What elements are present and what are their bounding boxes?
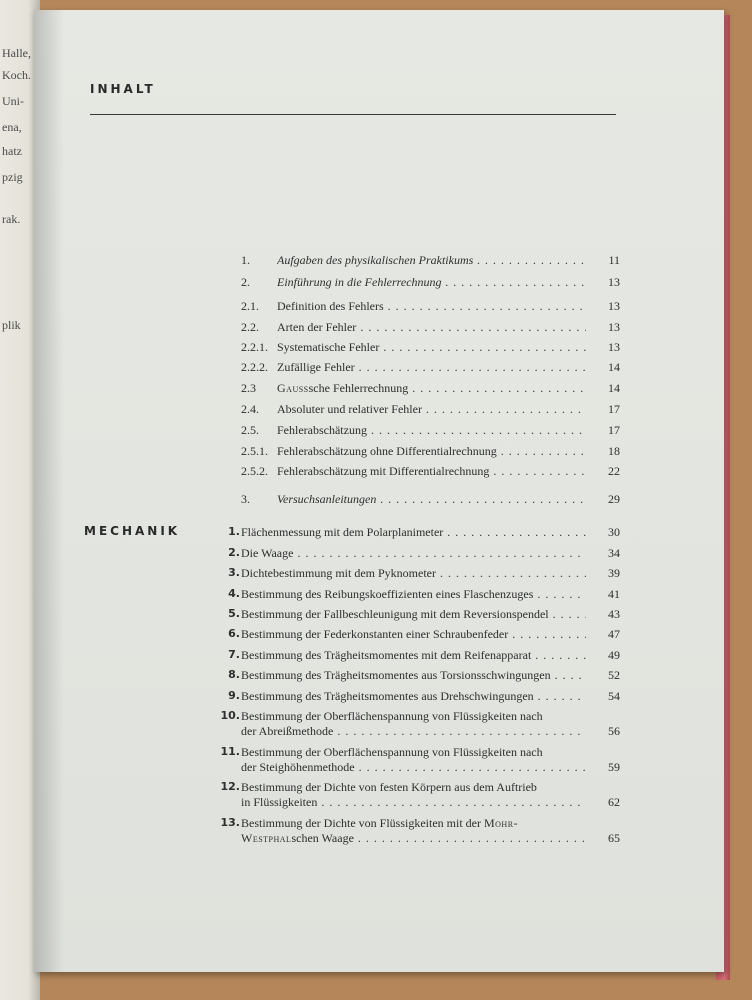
toc-entry-number: 4.	[228, 587, 240, 600]
left-page-fragment: ena,	[2, 120, 22, 134]
toc-entry-number: 2.4.	[241, 402, 259, 416]
toc-entry-title-text: der Steighöhenmethode	[241, 760, 355, 774]
toc-entry-number: 1.	[228, 525, 240, 538]
toc-entry-title	[277, 492, 586, 506]
toc-entry-title	[241, 587, 586, 601]
toc-entry-title	[241, 648, 586, 662]
toc-entry-title-text: Bestimmung der Oberflächenspannung von Flüssigkeiten nach	[241, 745, 543, 759]
toc-entry-title-text: Bestimmung der Federkonstanten einer Schraubenfeder	[241, 627, 509, 641]
toc-entry-number: 3.	[228, 566, 240, 579]
left-page-fragment: plik	[2, 318, 21, 332]
toc-entry-title-text: Absoluter und relativer Fehler	[277, 402, 422, 416]
toc-entry-title	[277, 464, 586, 478]
toc-entry-page: 62	[608, 795, 620, 809]
toc-entry-number: 2.5.1.	[241, 444, 268, 458]
toc-entry-title-text: Zufällige Fehler	[277, 360, 355, 374]
toc-entry-title	[277, 444, 586, 458]
toc-entry-title	[277, 340, 586, 354]
toc-entry-title-text: Fehlerabschätzung ohne Differentialrechnung	[277, 444, 497, 458]
toc-entry-title-text: Bestimmung des Reibungskoeffizienten eines Flaschenzuges	[241, 587, 534, 601]
toc-entry-number: 10.	[220, 709, 240, 722]
toc-entry-title-text: Bestimmung der Fallbeschleunigung mit dem Reversionspendel	[241, 607, 549, 621]
toc-entry-title-text: Bestimmung des Trägheitsmomentes aus Drehschwingungen	[241, 689, 534, 703]
toc-entry-title	[241, 566, 586, 580]
toc-entry-title-text: Fehlerabschätzung mit Differentialrechnung	[277, 464, 490, 478]
toc-entry-title	[241, 816, 518, 830]
toc-entry-title-text: der Abreißmethode	[241, 724, 334, 738]
left-page-fragment: Koch.	[2, 68, 31, 82]
toc-entry-title-text: Gausssche Fehlerrechnung	[277, 381, 409, 395]
toc-entry-number: 2.5.	[241, 423, 259, 437]
toc-entry-title	[241, 795, 586, 809]
toc-entry-page: 13	[608, 299, 620, 313]
toc-entry-page: 22	[608, 464, 620, 478]
toc-entry-number: 9.	[228, 689, 240, 702]
toc-entry-page: 29	[608, 492, 620, 506]
toc-entry-title-text: Westphalschen Waage	[241, 831, 354, 845]
toc-entry-title	[277, 275, 586, 289]
toc-entry-title	[241, 525, 586, 539]
toc-entry-number: 8.	[228, 668, 240, 681]
toc-entry-page: 34	[608, 546, 620, 560]
author-name-smallcaps: Westphal	[241, 831, 292, 845]
toc-entry-page: 41	[608, 587, 620, 601]
toc-entry-title-text: Definition des Fehlers	[277, 299, 384, 313]
page-title: INHALT	[90, 82, 156, 96]
section-label-mechanik: MECHANIK	[84, 524, 181, 538]
toc-entry-number: 6.	[228, 627, 240, 640]
toc-entry-title	[277, 381, 586, 395]
toc-entry-title	[241, 724, 586, 738]
author-name-smallcaps: Mohr-	[483, 816, 519, 830]
toc-entry-number: 2.2.2.	[241, 360, 268, 374]
toc-entry-title-text: Dichtebestimmung mit dem Pyknometer	[241, 566, 436, 580]
toc-entry-title	[241, 546, 586, 560]
toc-entry-page: 18	[608, 444, 620, 458]
toc-entry-number: 2.2.1.	[241, 340, 268, 354]
toc-entry-title	[277, 423, 586, 437]
toc-entry-page: 14	[608, 381, 620, 395]
toc-entry-title	[241, 760, 586, 774]
toc-entry-page: 43	[608, 607, 620, 621]
toc-entry-title	[241, 689, 586, 703]
toc-entry-page: 52	[608, 668, 620, 682]
toc-entry-number: 11.	[220, 745, 240, 758]
toc-entry-page: 54	[608, 689, 620, 703]
toc-entry-title	[277, 253, 586, 267]
toc-entry-number: 12.	[220, 780, 240, 793]
toc-entry-title	[277, 360, 586, 374]
toc-entry-page: 65	[608, 831, 620, 845]
toc-entry-title-text: Versuchsanleitungen	[277, 492, 377, 506]
toc-entry-page: 13	[608, 320, 620, 334]
left-page-fragment: Uni-	[2, 94, 24, 108]
toc-entry-title-text: Fehlerabschätzung	[277, 423, 367, 437]
toc-entry-title-text: Bestimmung des Trägheitsmomentes aus Torsionsschwingungen	[241, 668, 551, 682]
toc-entry-page: 59	[608, 760, 620, 774]
toc-entry-page: 39	[608, 566, 620, 580]
toc-entry-page: 30	[608, 525, 620, 539]
toc-entry-title	[241, 607, 586, 621]
toc-entry-page: 14	[608, 360, 620, 374]
left-page-fragment: pzig	[2, 170, 23, 184]
toc-entry-page: 13	[608, 340, 620, 354]
toc-entry-number: 1.	[241, 253, 250, 267]
toc-entry-title-text: Bestimmung der Dichte von Flüssigkeiten mit der Mohr-	[241, 816, 519, 830]
toc-entry-number: 2.5.2.	[241, 464, 268, 478]
toc-page	[34, 10, 724, 972]
toc-entry-title	[241, 627, 586, 641]
title-rule	[90, 114, 616, 115]
toc-entry-number: 2.3	[241, 381, 256, 395]
toc-entry-title	[277, 299, 586, 313]
toc-entry-number: 2.	[241, 275, 250, 289]
toc-entry-title-text: Bestimmung des Trägheitsmomentes mit dem Reifenapparat	[241, 648, 532, 662]
toc-entry-title-text: Flächenmessung mit dem Polarplanimeter	[241, 525, 444, 539]
toc-entry-title	[277, 402, 586, 416]
toc-entry-number: 2.	[228, 546, 240, 559]
author-name-smallcaps: Gauss	[277, 381, 309, 395]
left-page-fragment: rak.	[2, 212, 21, 226]
toc-entry-title-text: Aufgaben des physikalischen Praktikums	[277, 253, 474, 267]
toc-entry-page: 13	[608, 275, 620, 289]
toc-entry-title	[241, 709, 543, 723]
left-page-fragment: hatz	[2, 144, 22, 158]
toc-entry-title-text: Einführung in die Fehlerrechnung	[277, 275, 442, 289]
toc-entry-title-text: Arten der Fehler	[277, 320, 357, 334]
toc-entry-page: 17	[608, 423, 620, 437]
toc-entry-number: 5.	[228, 607, 240, 620]
toc-entry-title	[241, 780, 537, 794]
toc-entry-page: 17	[608, 402, 620, 416]
toc-entry-number: 2.1.	[241, 299, 259, 313]
toc-entry-title-text: Bestimmung der Oberflächenspannung von Flüssigkeiten nach	[241, 709, 543, 723]
toc-entry-title-text: in Flüssigkeiten	[241, 795, 318, 809]
toc-entry-number: 13.	[220, 816, 240, 829]
toc-entry-page: 56	[608, 724, 620, 738]
toc-entry-page: 47	[608, 627, 620, 641]
toc-entry-number: 7.	[228, 648, 240, 661]
toc-entry-title-text: Systematische Fehler	[277, 340, 380, 354]
toc-entry-title	[241, 668, 586, 682]
page-gutter-shadow	[34, 10, 64, 972]
toc-entry-title-text: Bestimmung der Dichte von festen Körpern aus dem Auftrieb	[241, 780, 537, 794]
toc-entry-number: 3.	[241, 492, 250, 506]
toc-entry-page: 11	[608, 253, 620, 267]
toc-entry-title	[241, 831, 586, 845]
left-page-fragment: Halle,	[2, 46, 31, 60]
toc-entry-title	[277, 320, 586, 334]
toc-entry-title	[241, 745, 543, 759]
toc-entry-page: 49	[608, 648, 620, 662]
toc-entry-title-text: Die Waage	[241, 546, 294, 560]
toc-entry-number: 2.2.	[241, 320, 259, 334]
